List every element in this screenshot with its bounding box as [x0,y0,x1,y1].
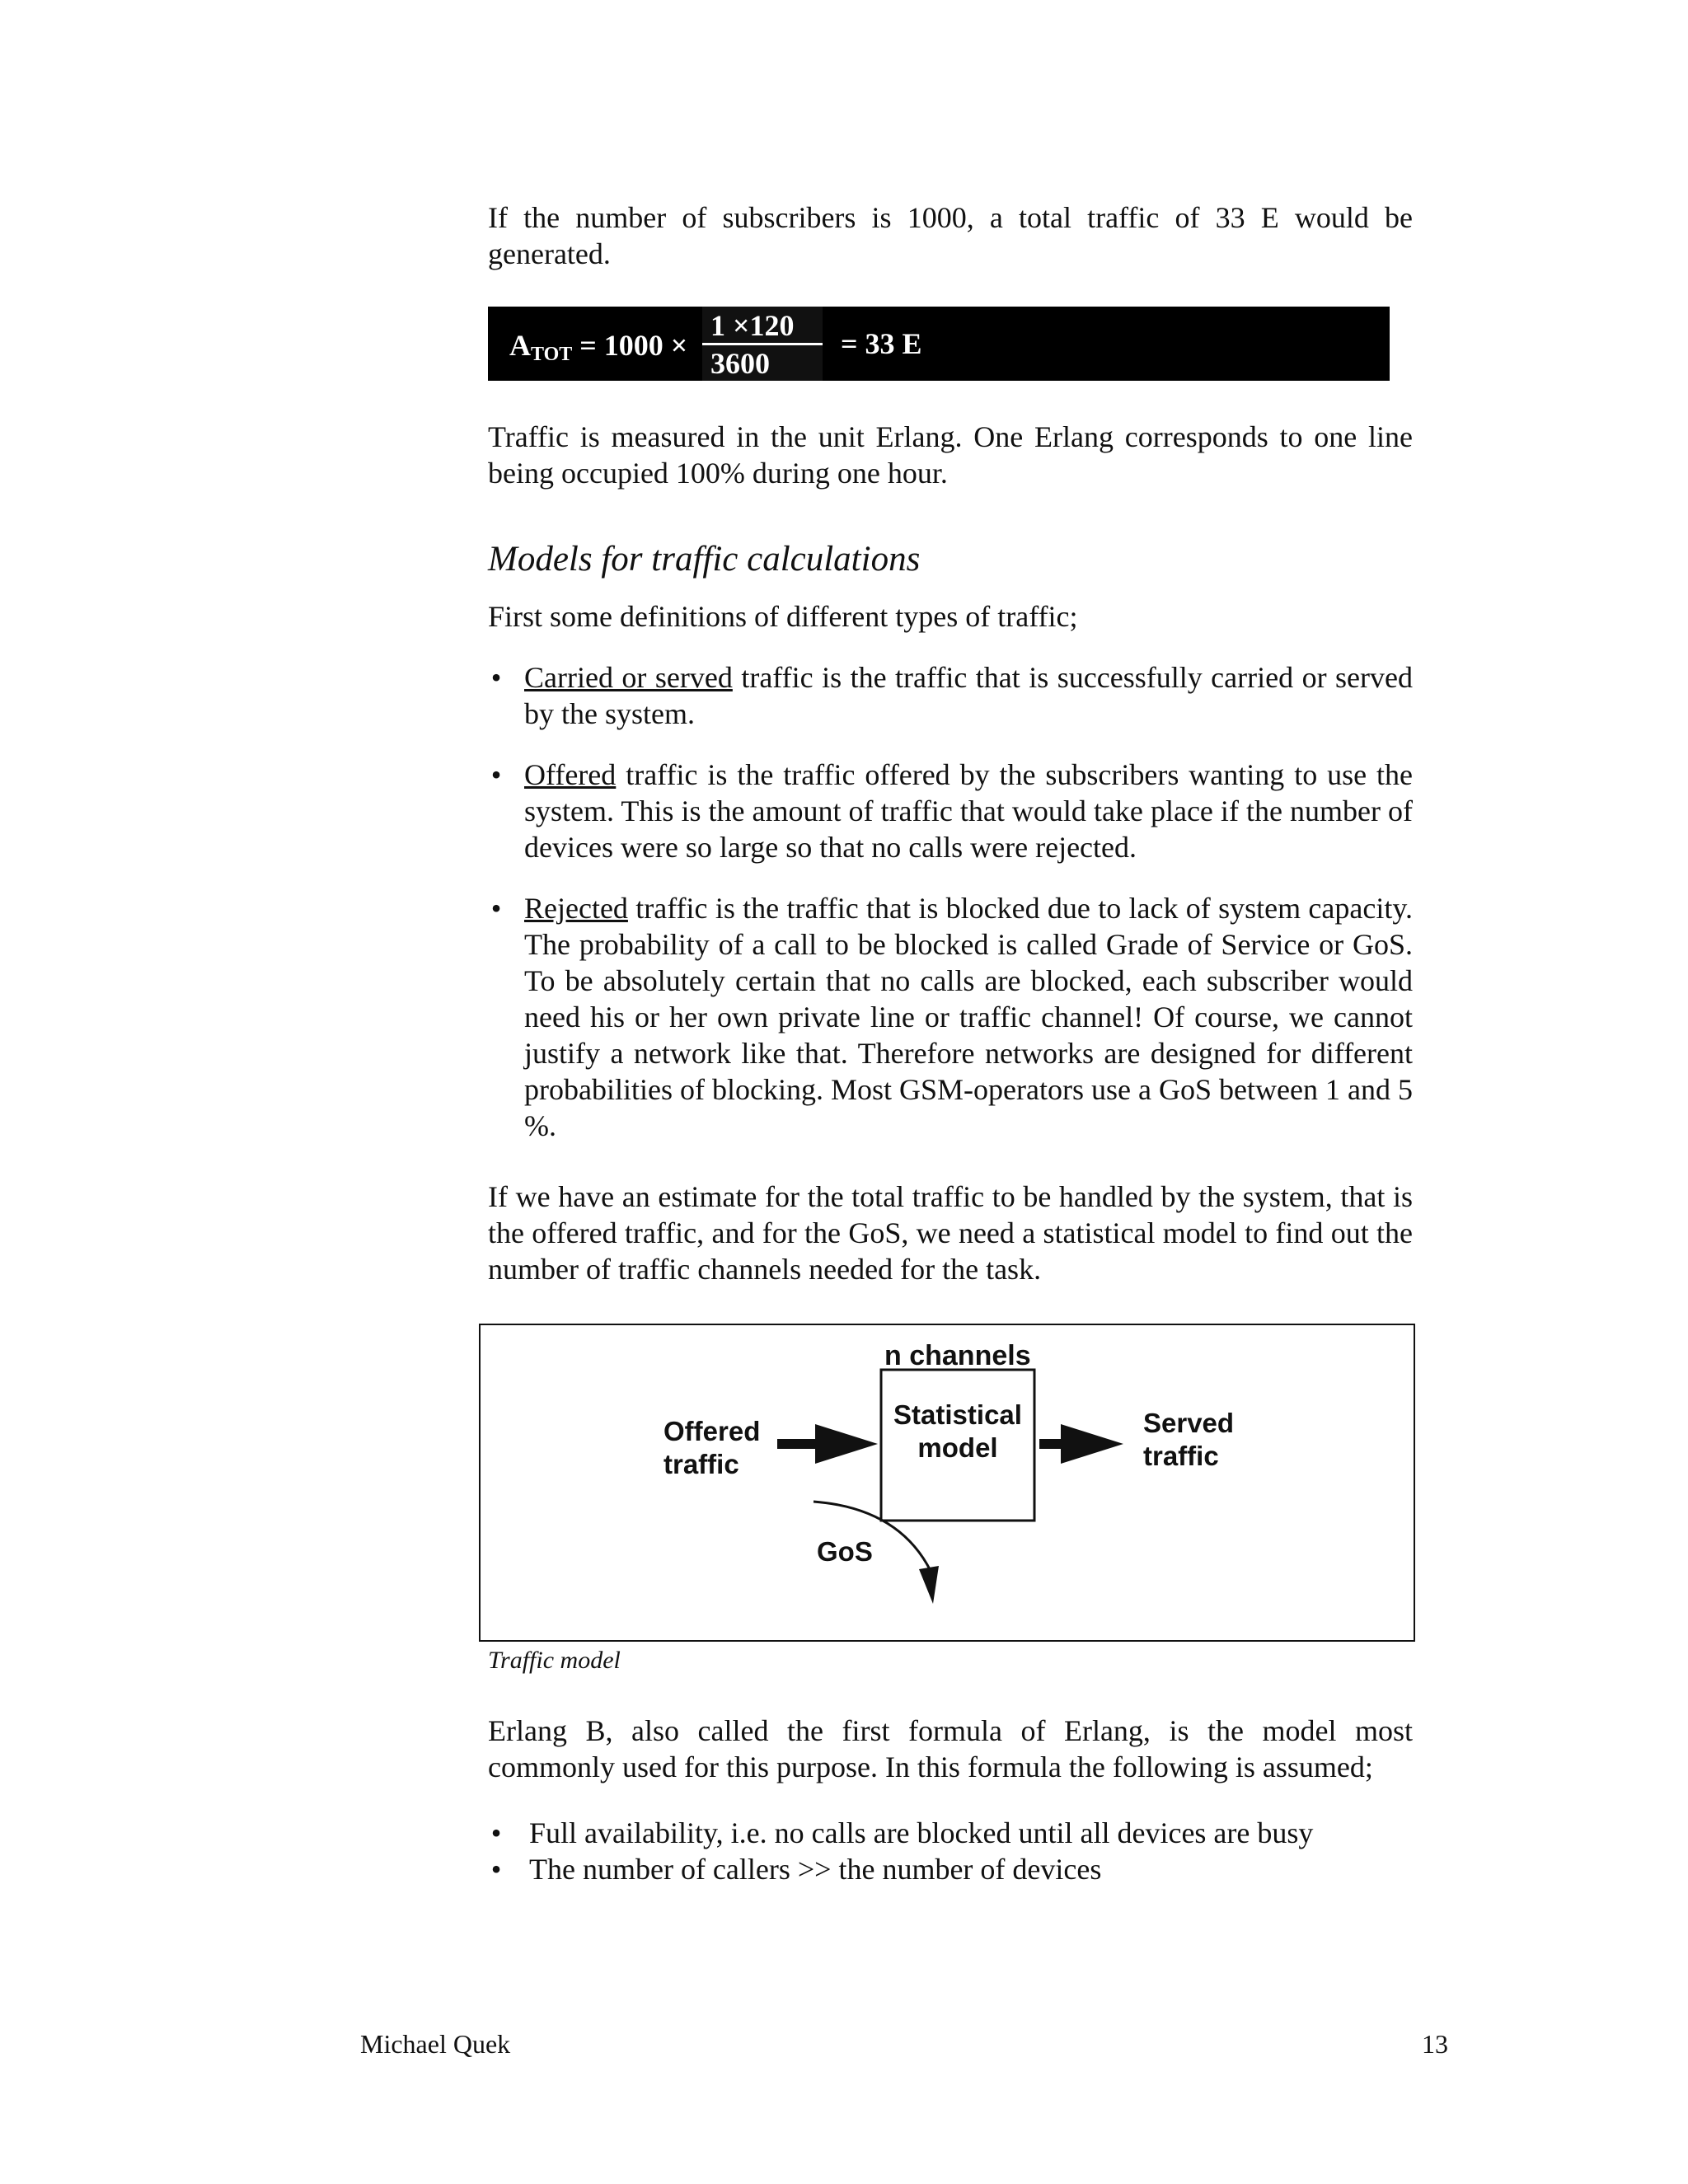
footer-author: Michael Quek [360,2029,511,2059]
bullet-icon: • [490,892,502,925]
bullet-icon: • [490,1816,502,1849]
assumptions-list [488,1815,1477,1887]
list-item: • The number of callers >> the number of devices [488,1851,1477,1887]
formula-fraction [702,307,823,381]
channels-label: n channels [884,1340,1031,1371]
traffic-types-list [488,659,1413,1144]
formula-lhs: $A_{TOT} = 1000$ × [509,329,688,365]
intro-paragraph: If the number of subscribers is 1000, a total traffic of 33 E would be generated. [488,201,1413,270]
page-number: 13 [1422,2029,1448,2059]
list-item: • Rejected traffic is the traffic that is blocked due to lack of system capacity. The probability of a call to be blocked is called Grade of Service or GoS. To be absolutely certain that no calls are blocked, each subscriber would need his or her own private line or traffic channel! Of course, we cannot justify a network like that. Therefore networks are designed for different probabilities of blocking. Most GSM-operators use a GoS between 1 and 5 %. [488,890,1413,1144]
gos-label: GoS [817,1536,873,1567]
model-label-line2: model [917,1432,998,1463]
model-intro: If we have an estimate for the total traffic to be handled by the system, that is the offered traffic, and for the GoS, we need a statistical model to find out the number of traffic channels needed for the task. [488,1180,1413,1286]
bullet-icon: • [490,661,502,694]
section-heading: Models for traffic calculations [488,540,921,579]
list-item: • Full availability, i.e. no calls are blocked until all devices are busy [488,1815,1477,1851]
served-arrow-icon [1039,1424,1123,1464]
definitions-intro: First some definitions of different types of traffic; [488,600,1078,633]
term-rejected: Rejected [524,892,628,925]
offered-arrow-icon [777,1424,878,1464]
erlang-b-paragraph: Erlang B, also called the first formula of Erlang, is the model most commonly used for this purpose. In this formula the following is assumed; [488,1714,1413,1783]
list-item: • Offered traffic is the traffic offered by the subscribers wanting to use the system. This is the amount of traffic that would take place if the number of devices were so large so that no calls were rejected. [488,757,1413,865]
term-offered: Offered [524,758,617,791]
traffic-formula [488,307,1390,381]
term-carried: Carried or served [524,661,733,694]
formula-denominator: 3600 [710,347,770,380]
traffic-model-figure [479,1324,1415,1642]
traffic-model-diagram [481,1325,1414,1640]
offered-label-line1: Offered [663,1416,761,1446]
erlang-definition: Traffic is measured in the unit Erlang. One Erlang corresponds to one line being occupied 100% during one hour. [488,420,1413,490]
served-label-line1: Served [1143,1408,1235,1438]
bullet-icon: • [490,1853,502,1886]
bullet-icon: • [490,758,502,791]
formula-numerator: 1 ×120 [710,309,795,342]
served-label-line2: traffic [1143,1441,1219,1471]
offered-label-line2: traffic [663,1449,739,1479]
fraction-bar [702,343,823,345]
figure-caption: Traffic model [488,1647,621,1674]
formula-result: = 33 E [841,327,922,360]
model-label-line1: Statistical [893,1399,1022,1430]
list-item: • Carried or served traffic is the traffic that is successfully carried or served by the system. [488,659,1413,732]
